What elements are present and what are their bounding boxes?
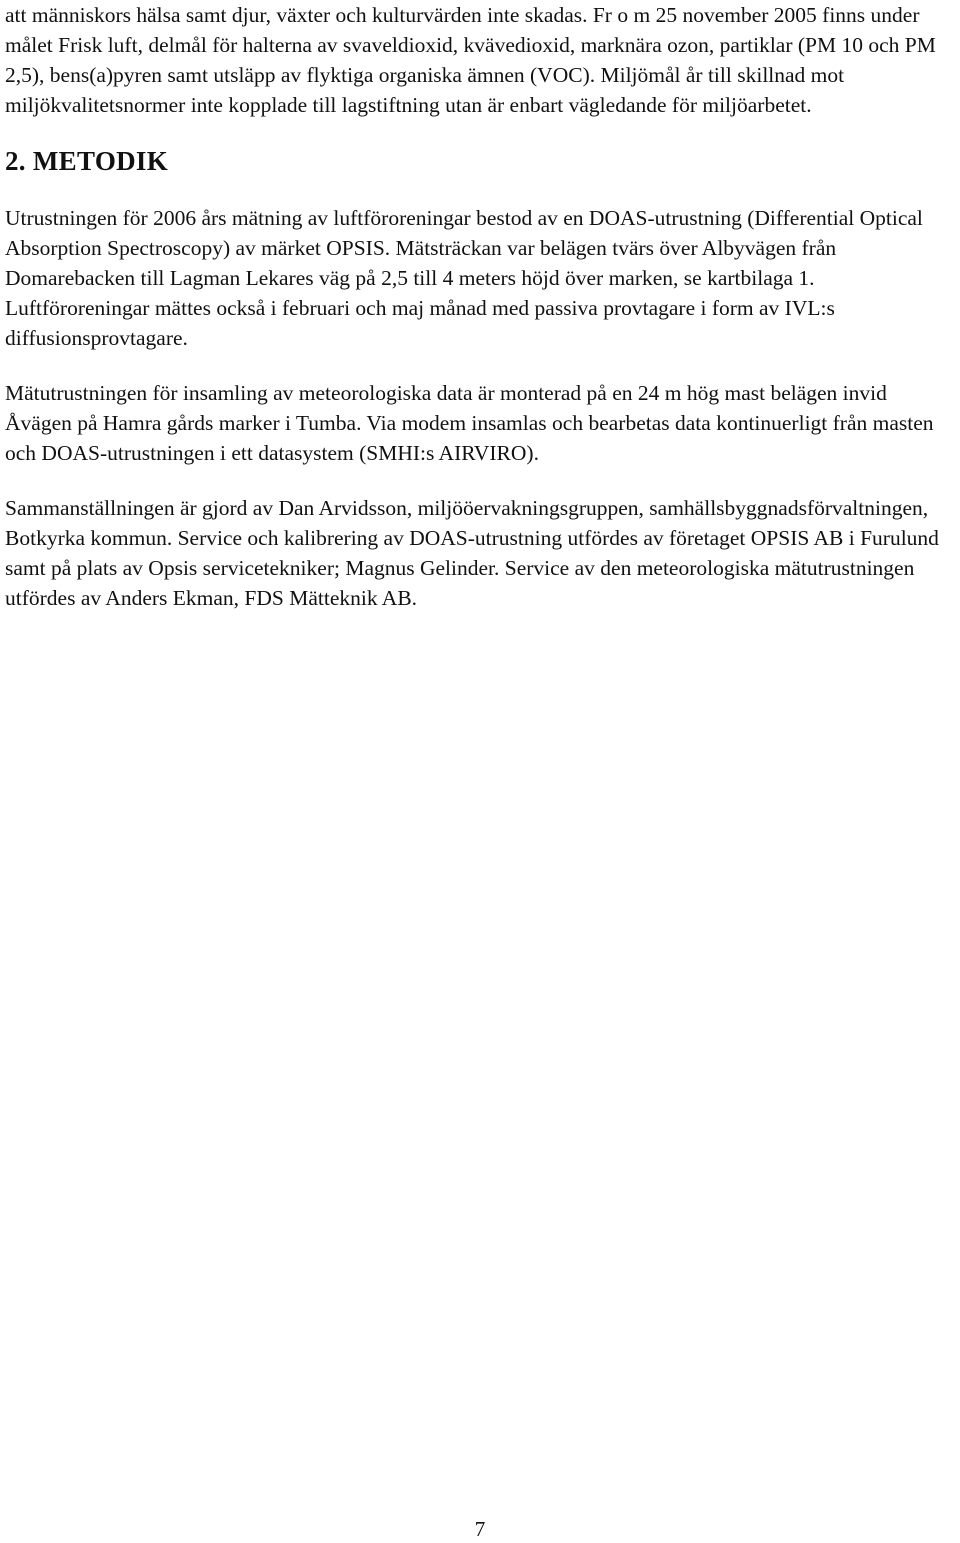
section-heading: 2. METODIK (5, 146, 169, 176)
paragraph-meteorology: Mätutrustningen för insamling av meteorologiska data är monterad på en 24 m hög mast belägen invid Åvägen på Hamra gårds marker i Tumba. Via modem insamlas och bearbetas data kontinuerligt från masten och DOAS-utrustningen i ett datasystem (SMHI:s AIRVIRO). (5, 381, 934, 465)
paragraph-equipment: Utrustningen för 2006 års mätning av luftföroreningar bestod av en DOAS-utrustning (Differential Optical Absorption Spectroscopy) av märket OPSIS. Mätsträckan var belägen tvärs över Albyvägen från Domarebacken till Lagman Lekares väg på 2,5 till 4 meters höjd över marken, se kartbilaga 1. Luftföroreningar mättes också i februari och maj månad med passiva provtagare i form av IVL:s diffusionsprovtagare. (5, 206, 923, 350)
paragraph-credits: Sammanställningen är gjord av Dan Arvidsson, miljööervakningsgruppen, samhällsbyggnadsförvaltningen, Botkyrka kommun. Service och kalibrering av DOAS-utrustning utfördes av företaget OPSIS AB i Furulund samt på plats av Opsis servicetekniker; Magnus Gelinder. Service av den meteorologiska mätutrustningen utfördes av Anders Ekman, FDS Mätteknik AB. (5, 496, 939, 610)
intro-paragraph: att människors hälsa samt djur, växter och kulturvärden inte skadas. Fr o m 25 november 2005 finns under målet Frisk luft, delmål för halterna av svaveldioxid, kvävedioxid, marknära ozon, partiklar (PM 10 och PM 2,5), bens(a)pyren samt utsläpp av flyktiga organiska ämnen (VOC). Miljömål år till skillnad mot miljökvalitetsnormer inte kopplade till lagstiftning utan är enbart vägledande för miljöarbetet. (5, 3, 936, 117)
page-number: 7 (474, 1517, 486, 1541)
document-page (5, 0, 957, 613)
